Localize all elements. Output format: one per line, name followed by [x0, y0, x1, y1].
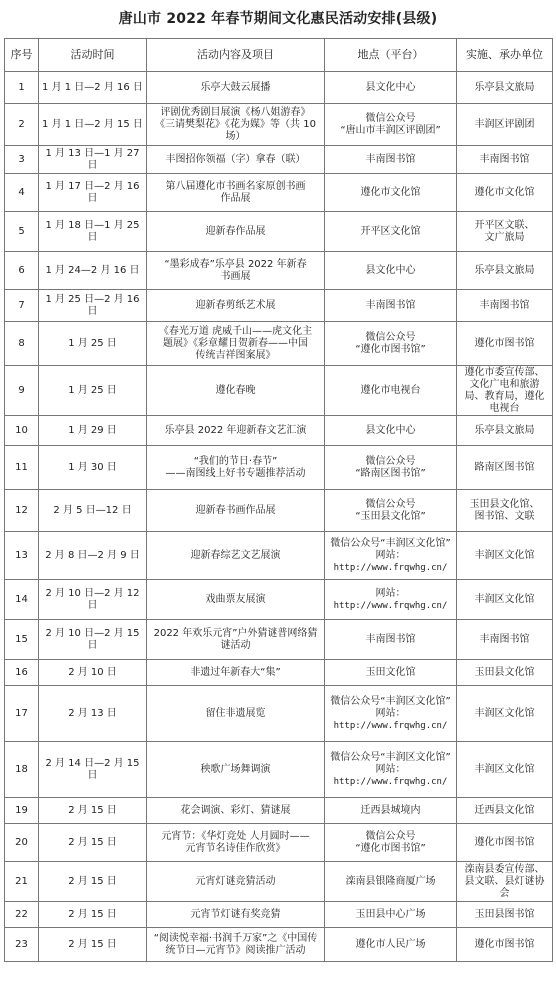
cell-time	[39, 798, 147, 824]
cell-place	[325, 580, 457, 620]
cell-time	[39, 490, 147, 532]
cell-org	[457, 72, 553, 104]
cell-time	[39, 862, 147, 902]
cell-content-line: 非遗过年新春大“集”	[190, 666, 281, 678]
cell-content-line: 元宵灯谜竞猜活动	[195, 875, 276, 887]
cell-content-line: 题展》《彩章耀日贺新春——中国	[163, 337, 308, 349]
table-row	[5, 862, 553, 902]
cell-place	[325, 532, 457, 580]
cell-time-line: 1 月 17 日—2 月 16	[45, 180, 140, 192]
cell-time-line: 日	[87, 599, 98, 611]
cell-content	[147, 798, 325, 824]
cell-org-line: 县文联、县灯谜协	[464, 875, 545, 887]
cell-content-line: 丰图招你领福（字）拿春（联）	[165, 153, 306, 165]
cell-org	[457, 742, 553, 798]
cell-content-line: 作品展	[220, 192, 251, 204]
cell-content-line: 元宵节灯谜有奖竞猜	[190, 908, 281, 920]
cell-time	[39, 742, 147, 798]
cell-org	[457, 322, 553, 366]
cell-content-line: 2022 年欢乐元宵”户外猜谜普网络猜	[153, 627, 318, 639]
cell-content	[147, 290, 325, 322]
cell-org	[457, 532, 553, 580]
cell-time	[39, 146, 147, 174]
cell-org-line: 丰润区文化馆	[474, 593, 535, 605]
cell-no: 13	[5, 532, 39, 580]
cell-place-line: 微信公众号“丰润区文化馆”	[330, 695, 451, 707]
cell-time-line: 2 月 5 日—12 日	[53, 504, 132, 516]
cell-no: 21	[5, 862, 39, 902]
cell-content	[147, 322, 325, 366]
cell-time-line: 1 月 25 日	[68, 384, 117, 396]
cell-content-line: 评剧优秀剧目展演《杨八姐游春》	[160, 106, 311, 118]
cell-org-line: 遵化市图书馆	[474, 938, 535, 950]
cell-org-line: 路南区图书馆	[474, 461, 535, 473]
cell-place-line: 丰南图书馆	[365, 299, 416, 311]
cell-no: 22	[5, 902, 39, 928]
cell-org-line: 丰南图书馆	[479, 153, 530, 165]
cell-place	[325, 446, 457, 490]
cell-content	[147, 824, 325, 862]
cell-time	[39, 824, 147, 862]
cell-org-line: 遵化市文化馆	[474, 186, 535, 198]
cell-org-line: 局、教育局，遵化	[464, 390, 545, 402]
table-row	[5, 174, 553, 212]
cell-content	[147, 174, 325, 212]
cell-org-line: 文广旅局	[484, 231, 525, 243]
cell-org	[457, 446, 553, 490]
cell-place	[325, 366, 457, 416]
cell-time-line: 2 月 15 日	[68, 908, 117, 920]
cell-time-line: 1 月 1 日—2 月 16 日	[42, 81, 143, 93]
cell-org	[457, 490, 553, 532]
cell-org	[457, 252, 553, 290]
cell-no: 10	[5, 416, 39, 446]
cell-time	[39, 580, 147, 620]
cell-org	[457, 212, 553, 252]
cell-place-line: 微信公众号“丰润区文化馆”	[330, 537, 451, 549]
cell-org-line: 丰南图书馆	[479, 633, 530, 645]
cell-place-line: 微信公众号“丰润区文化馆”	[330, 751, 451, 763]
cell-time-line: 2 月 8 日—2 月 9 日	[45, 549, 140, 561]
cell-place	[325, 174, 457, 212]
cell-time-line: 2 月 14 日—2 月 15	[45, 757, 140, 769]
cell-time	[39, 620, 147, 660]
cell-org	[457, 580, 553, 620]
table-row	[5, 322, 553, 366]
cell-place	[325, 902, 457, 928]
table-row	[5, 532, 553, 580]
cell-content-line: 《春光万道 虎威千山——虎文化主	[158, 325, 313, 337]
cell-org	[457, 366, 553, 416]
table-row	[5, 72, 553, 104]
cell-no: 4	[5, 174, 39, 212]
cell-place-line: 遵化市文化馆	[360, 186, 421, 198]
cell-time-line: 日	[87, 231, 98, 243]
cell-org-line: 丰南图书馆	[479, 299, 530, 311]
cell-place	[325, 686, 457, 742]
cell-org-line: 乐亭县文旅局	[474, 264, 535, 276]
cell-place-line: 微信公众号	[365, 498, 416, 510]
cell-time	[39, 252, 147, 290]
cell-content	[147, 902, 325, 928]
cell-org	[457, 902, 553, 928]
cell-time-line: 1 月 30 日	[68, 461, 117, 473]
cell-place-line: 微信公众号	[365, 331, 416, 343]
cell-time-line: 1 月 25 日	[68, 337, 117, 349]
cell-time-line: 1 月 24—2 月 16 日	[45, 264, 140, 276]
header-place: 地点（平台）	[325, 39, 457, 72]
cell-time	[39, 322, 147, 366]
cell-place-line: http://www.frqwhg.cn/	[333, 776, 448, 787]
cell-content-line: 场）	[225, 130, 246, 142]
cell-content	[147, 686, 325, 742]
cell-time	[39, 174, 147, 212]
cell-time-line: 2 月 15 日	[68, 804, 117, 816]
cell-time	[39, 928, 147, 962]
table-row	[5, 686, 553, 742]
cell-time	[39, 366, 147, 416]
cell-place-line: 丰南图书馆	[365, 633, 416, 645]
cell-content	[147, 620, 325, 660]
cell-place	[325, 660, 457, 686]
schedule-table	[4, 38, 553, 962]
cell-content-line: 第八届遵化市书画名家原创书画	[165, 180, 306, 192]
cell-org-line: 丰润区文化馆	[474, 707, 535, 719]
cell-place-line: http://www.frqwhg.cn/	[333, 720, 448, 731]
header-no: 序号	[5, 39, 39, 72]
cell-place-line: 县文化中心	[365, 424, 416, 436]
cell-org-line: 图书馆、文联	[474, 510, 535, 522]
cell-org	[457, 174, 553, 212]
cell-place-line: “唐山市丰润区评剧团”	[340, 124, 441, 136]
cell-content	[147, 72, 325, 104]
cell-place-line: http://www.frqwhg.cn/	[333, 600, 448, 611]
cell-no: 11	[5, 446, 39, 490]
cell-no: 6	[5, 252, 39, 290]
cell-place-line: 玉田县中心广场	[355, 908, 426, 920]
cell-no: 1	[5, 72, 39, 104]
cell-time	[39, 104, 147, 146]
cell-org	[457, 824, 553, 862]
cell-place-line: 丰南图书馆	[365, 153, 416, 165]
cell-time-line: 1 月 25 日—2 月 16	[45, 293, 140, 305]
cell-content-line: 迎新春综艺文艺展演	[190, 549, 281, 561]
cell-content-line: 秧歌广场舞调演	[200, 763, 271, 775]
cell-time-line: 1 月 13 日—1 月 27	[45, 147, 140, 159]
cell-time-line: 日	[87, 192, 98, 204]
cell-content	[147, 580, 325, 620]
table-header-row	[5, 39, 553, 72]
cell-content	[147, 446, 325, 490]
cell-no: 9	[5, 366, 39, 416]
table-body	[5, 72, 553, 962]
table-row	[5, 580, 553, 620]
cell-place-line: 县文化中心	[365, 264, 416, 276]
cell-org	[457, 290, 553, 322]
cell-no: 3	[5, 146, 39, 174]
cell-no: 14	[5, 580, 39, 620]
cell-place-line: “遵化市图书馆”	[355, 343, 426, 355]
cell-org	[457, 660, 553, 686]
cell-time-line: 2 月 10 日—2 月 15	[45, 627, 140, 639]
cell-time	[39, 532, 147, 580]
cell-no: 2	[5, 104, 39, 146]
cell-place	[325, 862, 457, 902]
cell-place	[325, 72, 457, 104]
cell-org-line: 玉田县文化馆、	[469, 498, 540, 510]
cell-no: 23	[5, 928, 39, 962]
table-row	[5, 416, 553, 446]
cell-time-line: 日	[87, 639, 98, 651]
cell-org	[457, 416, 553, 446]
cell-content	[147, 532, 325, 580]
cell-place-line: 迁西县城境内	[360, 804, 421, 816]
table-row	[5, 366, 553, 416]
cell-no: 20	[5, 824, 39, 862]
cell-place	[325, 742, 457, 798]
cell-org-line: 会	[499, 887, 510, 899]
cell-time-line: 1 月 1 日—2 月 15 日	[42, 118, 143, 130]
cell-place-line: 开平区文化馆	[360, 225, 421, 237]
cell-place	[325, 212, 457, 252]
cell-org-line: 遵化市委宣传部、	[464, 366, 545, 378]
cell-org-line: 丰润区文化馆	[474, 549, 535, 561]
cell-org-line: 滦南县委宣传部、	[464, 863, 545, 875]
cell-org	[457, 798, 553, 824]
cell-content-line: 书画展	[220, 270, 251, 282]
cell-no: 5	[5, 212, 39, 252]
cell-place-line: 网站：	[375, 549, 406, 561]
cell-no: 16	[5, 660, 39, 686]
table-row	[5, 104, 553, 146]
table-row	[5, 446, 553, 490]
cell-place	[325, 322, 457, 366]
cell-time-line: 1 月 18 日—1 月 25	[45, 219, 140, 231]
cell-org-line: 玉田县图书馆	[474, 908, 535, 920]
cell-content	[147, 104, 325, 146]
cell-place-line: 滦南县银隆商厦广场	[345, 875, 436, 887]
cell-place	[325, 824, 457, 862]
cell-time-line: 2 月 10 日—2 月 12	[45, 587, 140, 599]
cell-place-line: http://www.frqwhg.cn/	[333, 562, 448, 573]
table-row	[5, 620, 553, 660]
cell-content	[147, 660, 325, 686]
cell-org-line: 丰润区文化馆	[474, 763, 535, 775]
cell-place-line: “遵化市图书馆”	[355, 842, 426, 854]
cell-content-line: “墨彩成春”乐亭县 2022 年新春	[164, 258, 307, 270]
cell-content-line: 迎新春书画作品展	[195, 504, 276, 516]
cell-time	[39, 660, 147, 686]
cell-time	[39, 902, 147, 928]
cell-place	[325, 490, 457, 532]
cell-content	[147, 146, 325, 174]
cell-org	[457, 686, 553, 742]
table-row	[5, 660, 553, 686]
cell-content	[147, 212, 325, 252]
cell-time	[39, 446, 147, 490]
cell-time-line: 2 月 15 日	[68, 836, 117, 848]
cell-content-line: 花会调演、彩灯、猜谜展	[180, 804, 291, 816]
cell-place	[325, 146, 457, 174]
table-row	[5, 928, 553, 962]
cell-content-line: 乐亭县 2022 年迎新春文艺汇演	[164, 424, 307, 436]
cell-time	[39, 686, 147, 742]
cell-no: 12	[5, 490, 39, 532]
cell-content-line: 《三请樊梨花》《花为媒》等（共 10	[155, 118, 316, 130]
cell-time-line: 2 月 15 日	[68, 938, 117, 950]
cell-time-line: 日	[87, 769, 98, 781]
cell-content	[147, 416, 325, 446]
cell-no: 17	[5, 686, 39, 742]
cell-org-line: 电视台	[489, 402, 520, 414]
cell-org	[457, 862, 553, 902]
table-row	[5, 146, 553, 174]
cell-no: 15	[5, 620, 39, 660]
cell-content-line: “我们的节日·春节”	[193, 455, 278, 467]
cell-place-line: 微信公众号	[365, 455, 416, 467]
cell-place	[325, 798, 457, 824]
cell-org-line: 迁西县文化馆	[474, 804, 535, 816]
table-row	[5, 798, 553, 824]
cell-place	[325, 620, 457, 660]
cell-content-line: 元宵节：《华灯竞处 人月圆时——	[161, 830, 310, 842]
cell-content-line: 留住非遗展览	[205, 707, 266, 719]
cell-time-line: 2 月 10 日	[68, 666, 117, 678]
cell-content-line: 乐亭大鼓云展播	[200, 81, 271, 93]
header-content: 活动内容及项目	[147, 39, 325, 72]
cell-content-line: 传统吉祥图案展》	[195, 349, 276, 361]
cell-place-line: 网站：	[375, 763, 406, 775]
table-row	[5, 290, 553, 322]
cell-org	[457, 620, 553, 660]
cell-content-line: 迎新春剪纸艺术展	[195, 299, 276, 311]
cell-time-line: 日	[87, 159, 98, 171]
cell-place-line: 微信公众号	[365, 830, 416, 842]
cell-org-line: 文化广电和旅游	[469, 378, 540, 390]
header-time: 活动时间	[39, 39, 147, 72]
cell-content	[147, 252, 325, 290]
cell-place-line: 微信公众号	[365, 112, 416, 124]
cell-org-line: 丰润区评剧团	[474, 118, 535, 130]
cell-no: 18	[5, 742, 39, 798]
cell-content-line: “阅读悦幸福·书润千万家”之《中国传	[153, 932, 318, 944]
page-title: 唐山市 2022 年春节期间文化惠民活动安排(县级)	[118, 11, 438, 27]
cell-content-line: 谜活动	[220, 639, 251, 651]
cell-time-line: 2 月 13 日	[68, 707, 117, 719]
cell-content-line: 遵化春晚	[215, 384, 256, 396]
cell-place-line: 县文化中心	[365, 81, 416, 93]
cell-place-line: “路南区图书馆”	[355, 467, 426, 479]
header-org: 实施、承办单位	[457, 39, 553, 72]
cell-place	[325, 252, 457, 290]
cell-no: 7	[5, 290, 39, 322]
cell-place-line: 遵化市电视台	[360, 384, 421, 396]
cell-time	[39, 212, 147, 252]
cell-place-line: 遵化市人民广场	[355, 938, 426, 950]
cell-no: 19	[5, 798, 39, 824]
cell-time	[39, 72, 147, 104]
cell-content	[147, 742, 325, 798]
cell-place	[325, 104, 457, 146]
cell-content-line: ——南图线上好书专题推荐活动	[165, 467, 306, 479]
cell-org-line: 开平区文联、	[474, 219, 535, 231]
table-row	[5, 490, 553, 532]
cell-org	[457, 928, 553, 962]
cell-content-line: 元宵节名诗佳作欣赏》	[185, 842, 286, 854]
table-row	[5, 902, 553, 928]
table-row	[5, 824, 553, 862]
cell-org	[457, 146, 553, 174]
cell-content	[147, 366, 325, 416]
cell-place-line: 网站：	[375, 707, 406, 719]
cell-no: 8	[5, 322, 39, 366]
table-row	[5, 212, 553, 252]
cell-time	[39, 290, 147, 322]
cell-org-line: 遵化市图书馆	[474, 337, 535, 349]
cell-time-line: 1 月 29 日	[68, 424, 117, 436]
table-row	[5, 742, 553, 798]
cell-place	[325, 290, 457, 322]
cell-place-line: “玉田县文化馆”	[355, 510, 426, 522]
cell-place-line: 网站：	[375, 587, 406, 599]
cell-content	[147, 490, 325, 532]
cell-time	[39, 416, 147, 446]
table-row	[5, 252, 553, 290]
cell-content-line: 统节日—元宵节》阅读推广活动	[165, 944, 306, 956]
cell-org-line: 乐亭县文旅局	[474, 424, 535, 436]
cell-org-line: 遵化市图书馆	[474, 836, 535, 848]
cell-content	[147, 862, 325, 902]
cell-place-line: 玉田文化馆	[365, 666, 416, 678]
cell-time-line: 2 月 15 日	[68, 875, 117, 887]
cell-content-line: 戏曲票友展演	[205, 593, 266, 605]
cell-org-line: 乐亭县文旅局	[474, 81, 535, 93]
cell-place	[325, 416, 457, 446]
cell-org	[457, 104, 553, 146]
cell-place	[325, 928, 457, 962]
cell-content	[147, 928, 325, 962]
cell-time-line: 日	[87, 305, 98, 317]
cell-content-line: 迎新春作品展	[205, 225, 266, 237]
cell-org-line: 玉田县文化馆	[474, 666, 535, 678]
